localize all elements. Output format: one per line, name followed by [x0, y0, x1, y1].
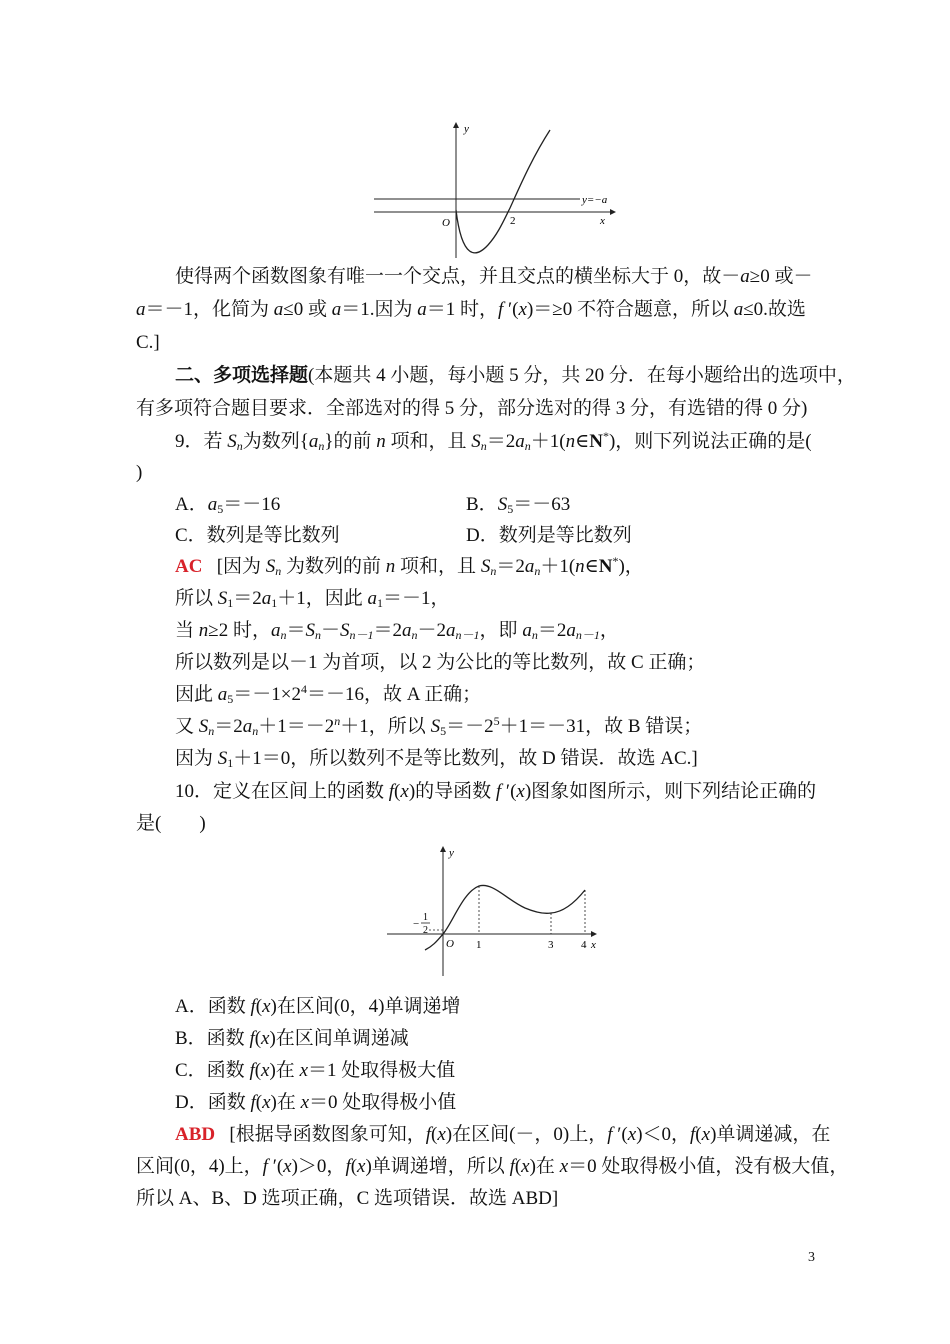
fig2-origin-label: O [446, 938, 454, 950]
q9-stem-line1: 9．若 $S_n$为数列$\{a_n\}$的前 n 项和，且 $S_n=2a_n+1(n\in N^*)$，则下列说法正确的是( [175, 429, 812, 453]
p1-line2: a＝－1，化简为 a≤0 或 a＝1.因为 a＝1 时，f ′(x)＝≥0 不符合题意，所以 a≤0.故选 [136, 299, 806, 320]
fig2-half-num: 1 [423, 912, 428, 923]
a9-line5: 因此 $a_5=-1\times 2^4=-16$，故 A 正确； [175, 682, 482, 706]
page-number: 3 [808, 1250, 815, 1265]
fig1-curve [456, 130, 550, 253]
fig1-x-label: x [600, 215, 605, 227]
q9-option-c: C．数列是等比数列 [175, 525, 340, 546]
a9-line3: 当 n≥2 时，$a_n=S_n-S_{n-1}=2a_n-2a_{n-1}$，即 $a_n=2a_{n-1}$， [175, 620, 619, 642]
fig1-origin-label: O [442, 217, 450, 229]
q10-option-b: B．函数 f(x)在区间单调递减 [175, 1028, 409, 1049]
section2-line1: 二、多项选择题(本题共 4 小题，每小题 5 分，共 20 分．在每小题给出的选项中， [175, 365, 856, 386]
q10-option-d: D．函数 f(x)在 x＝0 处取得极小值 [175, 1092, 457, 1113]
a9-line6: 又 $S_n=2a_n+1=-2^n+1$，所以 $S_5=-2^5+1=-31$，故 B 错误； [175, 714, 703, 738]
q9-stem-line2: ) [136, 462, 143, 483]
answer-9: AC [175, 556, 203, 577]
section-heading: 二、多项选择题 [175, 365, 309, 386]
fig1-y-label: y [464, 123, 469, 135]
fig1-tick-2: 2 [510, 215, 516, 227]
figure-1-graph [370, 120, 620, 260]
a9-line1: AC [因为 $S_n$ 为数列的前 n 项和，且 $S_n=2a_n+1(n\in N^*)$， [175, 554, 644, 578]
q10-option-a: A．函数 f(x)在区间(0，4)单调递增 [175, 996, 461, 1017]
fig2-tick-1: 1 [476, 939, 482, 951]
a9-line2: 所以 $S_1=2a_1+1$，因此 $a_1=-1$， [175, 588, 450, 610]
fig2-half-den: 2 [423, 925, 428, 936]
figure-2-graph [385, 842, 615, 977]
p1-line1: 使得两个函数图象有唯一一个交点，并且交点的横坐标大于 0，故－a≥0 或－ [175, 266, 813, 287]
a9-line4: 所以数列是以－1 为首项，以 2 为公比的等比数列，故 C 正确； [175, 652, 706, 673]
answer-10: ABD [175, 1124, 216, 1145]
section2-line2: 有多项符合题目要求．全部选对的得 5 分，部分选对的得 3 分，有选错的得 0 分) [136, 398, 808, 419]
fig2-y-label: y [449, 847, 454, 859]
fig2-tick-4: 4 [581, 939, 587, 951]
q9-option-b: B．$S_5=-63$ [466, 494, 571, 516]
q9-option-d: D．数列是等比数列 [466, 525, 632, 546]
a10-line3: 所以 A、B、D 选项正确，C 选项错误．故选 ABD] [136, 1188, 559, 1209]
p1-line3: C.] [136, 332, 160, 353]
a9-line7: 因为 $S_1+1=0$，所以数列不是等比数列，故 D 错误．故选 AC.] [175, 748, 698, 770]
a10-line1: ABD [根据导函数图象可知，f(x)在区间(－，0)上，f ′(x)＜0，f(x)单调递减，在 [175, 1124, 831, 1145]
q10-stem-line2: 是( ) [136, 813, 206, 834]
q10-stem-line1: 10．定义在区间上的函数 f(x)的导函数 f ′(x)图象如图所示，则下列结论正确的 [175, 781, 817, 802]
fig1-line-label: y=−a [582, 194, 608, 206]
a10-line2: 区间(0，4)上，f ′(x)＞0，f(x)单调递增，所以 f(x)在 x＝0 处取得极小值，没有极大值， [136, 1156, 849, 1177]
fig2-tick-3: 3 [548, 939, 554, 951]
fig2-x-label: x [591, 939, 596, 951]
fig2-neg-sign: − [413, 918, 420, 930]
q10-option-c: C．函数 f(x)在 x＝1 处取得极大值 [175, 1060, 456, 1081]
q9-option-a: A．$a_5=-16$ [175, 494, 281, 516]
